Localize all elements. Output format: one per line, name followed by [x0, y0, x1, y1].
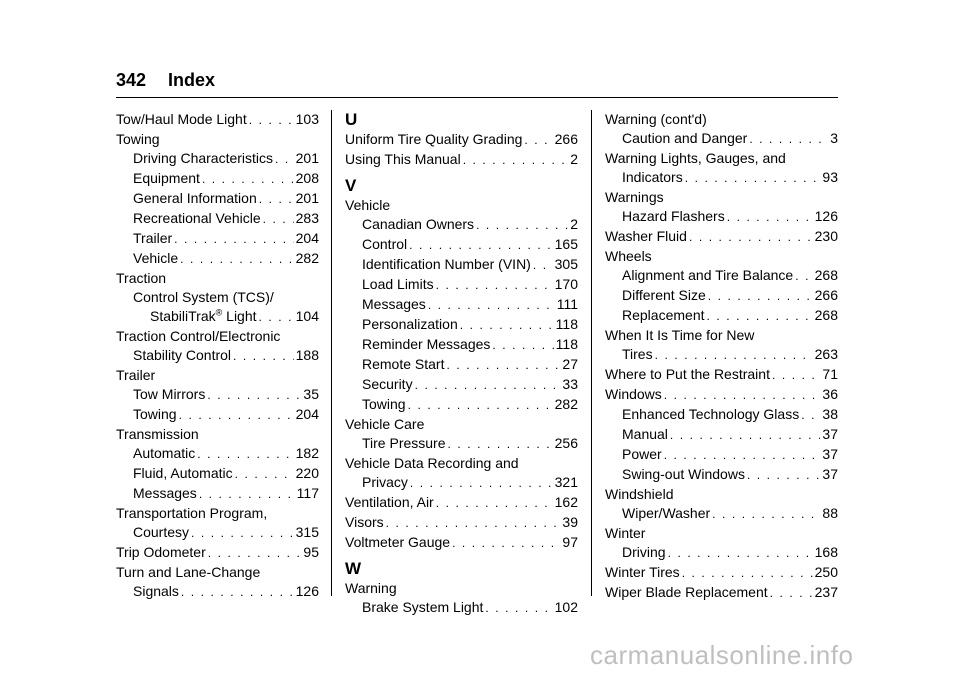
dot-leader [707, 307, 813, 326]
entry-label: Visors [345, 514, 384, 530]
index-heading: Warnings [605, 189, 664, 205]
entry-label: Privacy [362, 474, 408, 490]
index-entry[interactable] [345, 375, 578, 395]
index-column-3 [605, 110, 838, 603]
dot-leader [689, 228, 813, 247]
page-ref: 188 [295, 347, 319, 363]
page-ref: 102 [554, 599, 578, 615]
index-entry[interactable] [605, 207, 838, 227]
dot-leader [452, 534, 560, 553]
entry-label: Tire Pressure [362, 435, 446, 451]
page-ref: 201 [295, 150, 319, 166]
dot-leader [408, 396, 553, 415]
index-entry[interactable] [605, 563, 838, 583]
index-entry[interactable] [345, 434, 578, 454]
dot-leader [275, 150, 294, 169]
entry-label: Tow/Haul Mode Light [116, 111, 247, 127]
entry-label: Towing [133, 406, 177, 422]
entry-label: Messages [362, 296, 426, 312]
dot-leader [202, 170, 294, 189]
dot-leader [682, 564, 813, 583]
index-entry[interactable] [116, 307, 319, 327]
entry-label: Uniform Tire Quality Grading [345, 131, 523, 147]
page-number: 342 [116, 70, 147, 90]
index-heading: Warning [345, 580, 397, 596]
index-entry[interactable] [605, 425, 838, 445]
entry-label: Personalization [362, 316, 458, 332]
page-ref: 305 [554, 256, 578, 272]
index-letter-heading: U [345, 110, 358, 129]
entry-label: Fluid, Automatic [133, 465, 233, 481]
index-entry[interactable] [605, 385, 838, 405]
page-ref: 268 [814, 307, 838, 323]
dot-leader [463, 151, 569, 170]
dot-leader [533, 256, 553, 275]
page-ref: 168 [814, 544, 838, 560]
index-entry[interactable] [605, 504, 838, 524]
index-entry[interactable] [605, 306, 838, 326]
registered-mark: ® [215, 307, 223, 318]
index-entry[interactable] [345, 355, 578, 375]
index-entry[interactable] [345, 533, 578, 553]
dot-leader [655, 346, 813, 365]
dot-leader [460, 316, 554, 335]
index-entry[interactable] [345, 493, 578, 513]
index-entry[interactable] [605, 286, 838, 306]
dot-leader [727, 208, 813, 227]
index-entry[interactable] [116, 346, 319, 366]
index-heading: Trailer [116, 367, 156, 383]
index-heading: Windshield [605, 486, 674, 502]
page-ref: 117 [296, 485, 319, 501]
entry-label: Vehicle [133, 250, 179, 266]
page-ref: 35 [303, 386, 319, 402]
entry-label: Trip Odometer [116, 544, 206, 560]
dot-leader [436, 276, 553, 295]
entry-label: Control [362, 236, 408, 252]
dot-leader [191, 524, 294, 543]
index-entry[interactable] [116, 169, 319, 189]
index-entry[interactable] [116, 209, 319, 229]
index-column-2 [345, 110, 578, 618]
page-ref: 165 [554, 236, 578, 252]
index-entry[interactable] [345, 150, 578, 170]
dot-leader [664, 446, 821, 465]
page-ref: 282 [554, 396, 578, 412]
page-ref: 126 [295, 583, 319, 599]
dot-leader [770, 584, 813, 603]
index-letter-heading: V [345, 176, 357, 195]
dot-leader [446, 356, 560, 375]
index-entry[interactable] [345, 395, 578, 415]
dot-leader [712, 505, 820, 524]
page-ref: 204 [295, 406, 319, 422]
page-ref: 37 [822, 466, 838, 482]
index-entry[interactable] [605, 543, 838, 563]
index-heading: Towing [116, 131, 160, 147]
entry-label: Identification Number (VIN) [362, 256, 531, 272]
header-rule [116, 97, 838, 98]
entry-label: Ventilation, Air [345, 494, 434, 510]
dot-leader [428, 296, 555, 315]
entry-label: Remote Start [362, 356, 445, 372]
dot-leader [415, 376, 561, 395]
dot-leader [235, 465, 294, 484]
page-ref: 201 [295, 190, 319, 206]
index-heading: Transmission [116, 426, 199, 442]
index-entry[interactable] [116, 149, 319, 169]
dot-leader [485, 599, 552, 618]
page-ref: 103 [295, 111, 319, 127]
page-ref: 170 [554, 276, 578, 292]
dot-leader [772, 366, 820, 385]
index-heading: Warning (cont'd) [605, 111, 707, 127]
index-entry[interactable] [116, 484, 319, 504]
section-title: Index [168, 70, 216, 90]
entry-label: Reminder Messages [362, 336, 491, 352]
dot-leader [197, 445, 293, 464]
entry-label: Voltmeter Gauge [345, 534, 451, 550]
page-ref: 2 [570, 216, 578, 232]
page-ref: 2 [570, 151, 578, 167]
page-ref: 208 [295, 170, 319, 186]
index-heading: Control System (TCS)/ [133, 289, 274, 305]
index-entry[interactable] [605, 345, 838, 365]
entry-label: Where to Put the Restraint [605, 366, 770, 382]
index-heading: Winter [605, 525, 646, 541]
dot-leader [492, 336, 553, 355]
dot-leader [259, 190, 294, 209]
page-ref: 37 [822, 426, 838, 442]
dot-leader [436, 494, 553, 513]
page-ref: 250 [814, 564, 838, 580]
index-entry[interactable] [605, 129, 838, 149]
entry-label: Load Limits [362, 276, 434, 292]
index-heading: Vehicle Data Recording and [345, 455, 519, 471]
index-entry[interactable] [605, 445, 838, 465]
entry-label: Wiper/Washer [622, 505, 711, 521]
index-entry[interactable] [345, 215, 578, 235]
entry-label: Indicators [622, 169, 683, 185]
entry-label: General Information [133, 190, 257, 206]
page-ref: 126 [814, 208, 838, 224]
page-ref: 38 [822, 406, 838, 422]
index-entry[interactable] [605, 405, 838, 425]
page-ref: 36 [822, 386, 838, 402]
dot-leader [233, 347, 294, 366]
page-ref: 230 [814, 228, 838, 244]
index-entry[interactable] [345, 335, 578, 355]
column-divider [331, 110, 332, 596]
index-entry[interactable] [116, 110, 319, 130]
index-entry[interactable] [116, 405, 319, 425]
entry-label: Washer Fluid [605, 228, 687, 244]
dot-leader [708, 287, 813, 306]
entry-label: Equipment [133, 170, 200, 186]
index-entry[interactable] [605, 583, 838, 603]
index-entry[interactable] [345, 513, 578, 533]
index-entry[interactable] [345, 473, 578, 493]
dot-leader [409, 236, 553, 255]
page-ref: 95 [303, 544, 319, 560]
index-entry[interactable] [345, 598, 578, 618]
index-entry[interactable] [605, 168, 838, 188]
page-ref: 315 [295, 524, 319, 540]
page-ref: 3 [830, 130, 838, 146]
page-ref: 39 [562, 514, 578, 530]
index-heading: Vehicle [345, 197, 391, 213]
dot-leader [410, 474, 553, 493]
page-ref: 237 [814, 584, 838, 600]
entry-label: Using This Manual [345, 151, 461, 167]
index-heading: Warning Lights, Gauges, and [605, 150, 786, 166]
dot-leader [263, 210, 294, 229]
dot-leader [670, 426, 821, 445]
entry-label: Different Size [622, 287, 706, 303]
index-entry[interactable] [345, 130, 578, 150]
entry-label: Tow Mirrors [133, 386, 206, 402]
index-entry[interactable] [116, 444, 319, 464]
index-heading: Traction Control/Electronic [116, 328, 281, 344]
dot-leader [685, 169, 821, 188]
page-ref: 97 [562, 534, 578, 550]
dot-leader [801, 406, 820, 425]
entry-label: Towing [362, 396, 406, 412]
dot-leader [174, 230, 293, 249]
page-ref: 118 [555, 336, 578, 352]
page-ref: 263 [814, 346, 838, 362]
index-heading: Transportation Program, [116, 505, 268, 521]
index-entry[interactable] [605, 266, 838, 286]
entry-label: Power [622, 446, 662, 462]
page-ref: 37 [822, 446, 838, 462]
page-ref: 182 [295, 445, 319, 461]
page-ref: 266 [554, 131, 578, 147]
entry-label: Driving Characteristics [133, 150, 274, 166]
entry-label: StabiliTrak® Light [150, 307, 257, 324]
dot-leader [180, 250, 293, 269]
page-ref: 268 [814, 267, 838, 283]
index-entry[interactable] [116, 385, 319, 405]
page-header [116, 70, 215, 91]
entry-label: Enhanced Technology Glass [622, 406, 800, 422]
index-entry[interactable] [605, 365, 838, 385]
dot-leader [179, 406, 294, 425]
entry-label: Swing-out Windows [622, 466, 745, 482]
page-ref: 71 [822, 366, 838, 382]
column-divider [591, 110, 592, 596]
entry-label: Signals [133, 583, 179, 599]
index-entry[interactable] [345, 315, 578, 335]
index-entry[interactable] [345, 235, 578, 255]
entry-label: Driving [622, 544, 666, 560]
page-ref: 111 [556, 296, 578, 312]
entry-label: Recreational Vehicle [133, 210, 261, 226]
dot-leader [249, 111, 294, 130]
index-heading: When It Is Time for New [605, 327, 755, 343]
page-ref: 88 [822, 505, 838, 521]
entry-label: Windows [605, 386, 662, 402]
index-heading: Wheels [605, 248, 652, 264]
page-ref: 33 [562, 376, 578, 392]
page-ref: 162 [554, 494, 578, 510]
entry-label: Canadian Owners [362, 216, 475, 232]
index-entry[interactable] [345, 255, 578, 275]
dot-leader [199, 485, 295, 504]
dot-leader [795, 267, 812, 286]
dot-leader [476, 216, 568, 235]
entry-label: Manual [622, 426, 668, 442]
index-entry[interactable] [116, 189, 319, 209]
entry-label: Courtesy [133, 524, 190, 540]
entry-label: Stability Control [133, 347, 232, 363]
dot-leader [181, 583, 294, 602]
entry-label: Tires [622, 346, 653, 362]
dot-leader [208, 544, 302, 563]
index-entry[interactable] [116, 249, 319, 269]
index-entry[interactable] [116, 229, 319, 249]
entry-label: Brake System Light [362, 599, 484, 615]
page-ref: 104 [295, 308, 319, 324]
page-ref: 118 [555, 316, 578, 332]
page-ref: 321 [554, 474, 578, 490]
index-entry[interactable] [116, 464, 319, 484]
dot-leader [524, 131, 552, 150]
index-entry[interactable] [116, 582, 319, 602]
page-ref: 266 [814, 287, 838, 303]
watermark: carmanualsonline.info [590, 640, 854, 670]
index-entry[interactable] [345, 295, 578, 315]
dot-leader [668, 544, 813, 563]
index-column-1 [116, 110, 319, 602]
page-ref: 204 [295, 230, 319, 246]
dot-leader [207, 386, 301, 405]
page-ref: 283 [295, 210, 319, 226]
page-ref: 220 [295, 465, 319, 481]
entry-label: Messages [133, 485, 197, 501]
entry-label: Automatic [133, 445, 196, 461]
dot-leader [259, 308, 294, 327]
page-ref: 93 [822, 169, 838, 185]
dot-leader [664, 386, 821, 405]
dot-leader [749, 130, 828, 149]
index-heading: Traction [116, 270, 167, 286]
entry-label: Trailer [133, 230, 173, 246]
index-entry[interactable] [116, 523, 319, 543]
entry-label: Hazard Flashers [622, 208, 725, 224]
page-ref: 27 [562, 356, 578, 372]
entry-label: Winter Tires [605, 564, 680, 580]
entry-label: Caution and Danger [622, 130, 748, 146]
dot-leader [386, 514, 561, 533]
entry-label: Security [362, 376, 413, 392]
index-heading: Vehicle Care [345, 416, 425, 432]
page-ref: 282 [295, 250, 319, 266]
index-entry[interactable] [605, 465, 838, 485]
index-letter-heading: W [345, 559, 362, 578]
dot-leader [448, 435, 553, 454]
entry-label: Replacement [622, 307, 705, 323]
index-heading: Turn and Lane-Change [116, 564, 261, 580]
entry-label: Wiper Blade Replacement [605, 584, 768, 600]
index-entry[interactable] [116, 543, 319, 563]
entry-label: Alignment and Tire Balance [622, 267, 794, 283]
index-entry[interactable] [605, 227, 838, 247]
index-entry[interactable] [345, 275, 578, 295]
page-ref: 256 [554, 435, 578, 451]
dot-leader [747, 466, 820, 485]
